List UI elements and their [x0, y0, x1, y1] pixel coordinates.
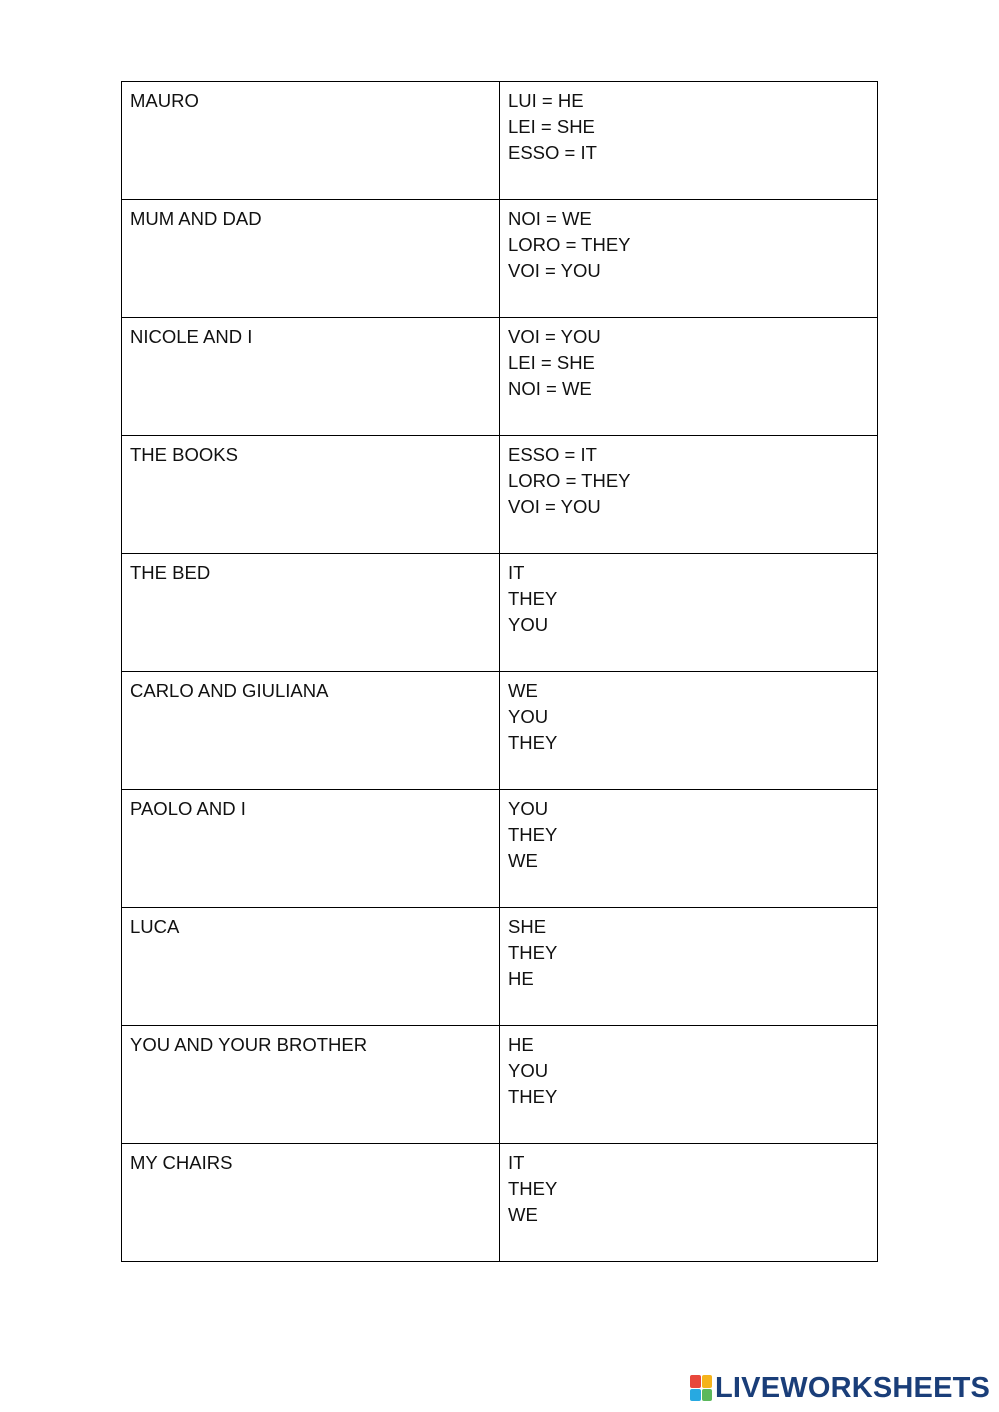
subject-cell	[122, 790, 500, 908]
pronoun-option[interactable]: THEY	[508, 824, 558, 845]
subject-cell	[122, 200, 500, 318]
pronoun-option[interactable]: VOI = YOU	[508, 326, 601, 347]
subject-text: LUCA	[130, 916, 180, 937]
pronoun-option[interactable]: LORO = THEY	[508, 470, 631, 491]
pronoun-option[interactable]: NOI = WE	[508, 208, 592, 229]
pronoun-option[interactable]: WE	[508, 680, 538, 701]
mark-tile	[690, 1375, 701, 1388]
pronoun-option[interactable]: WE	[508, 1204, 538, 1225]
subject-cell	[122, 908, 500, 1026]
pronoun-option[interactable]: LORO = THEY	[508, 234, 631, 255]
pronoun-option[interactable]: YOU	[508, 614, 549, 635]
pronoun-option[interactable]: YOU	[508, 1060, 549, 1081]
options-cell	[500, 436, 878, 554]
pronoun-option[interactable]: THEY	[508, 732, 558, 753]
pronoun-option[interactable]: VOI = YOU	[508, 260, 601, 281]
table-row	[122, 672, 878, 790]
subject-text: MAURO	[130, 90, 199, 111]
pronoun-option[interactable]: LEI = SHE	[508, 116, 595, 137]
options-cell	[500, 200, 878, 318]
table-row	[122, 318, 878, 436]
options-cell	[500, 554, 878, 672]
liveworksheets-logo	[690, 1372, 990, 1404]
table-row	[122, 554, 878, 672]
pronoun-option[interactable]: HE	[508, 1034, 534, 1055]
pronoun-option[interactable]: NOI = WE	[508, 378, 592, 399]
pronoun-option[interactable]: VOI = YOU	[508, 496, 601, 517]
mark-tile	[702, 1389, 713, 1402]
subject-text: NICOLE AND I	[130, 326, 253, 347]
pronoun-option[interactable]: HE	[508, 968, 534, 989]
pronoun-option[interactable]: IT	[508, 1152, 525, 1173]
pronoun-option[interactable]: YOU	[508, 798, 549, 819]
table-row	[122, 1144, 878, 1262]
pronoun-option[interactable]: YOU	[508, 706, 549, 727]
table-row	[122, 82, 878, 200]
subject-text: MUM AND DAD	[130, 208, 262, 229]
table-row	[122, 1026, 878, 1144]
subject-text: MY CHAIRS	[130, 1152, 233, 1173]
table-row	[122, 908, 878, 1026]
pronoun-option[interactable]: LUI = HE	[508, 90, 584, 111]
pronoun-table-body	[122, 82, 878, 1262]
pronoun-option[interactable]: THEY	[508, 1178, 558, 1199]
mark-tile	[702, 1375, 713, 1388]
pronoun-option[interactable]: LEI = SHE	[508, 352, 595, 373]
subject-cell	[122, 554, 500, 672]
subject-text: PAOLO AND I	[130, 798, 246, 819]
options-cell	[500, 1144, 878, 1262]
subject-cell	[122, 82, 500, 200]
subject-cell	[122, 1026, 500, 1144]
subject-cell	[122, 672, 500, 790]
mark-tile	[690, 1389, 701, 1402]
pronoun-option[interactable]: THEY	[508, 588, 558, 609]
pronoun-option[interactable]: WE	[508, 850, 538, 871]
pronoun-option[interactable]: THEY	[508, 942, 558, 963]
subject-cell	[122, 318, 500, 436]
subject-text: CARLO AND GIULIANA	[130, 680, 329, 701]
table-row	[122, 790, 878, 908]
table-row	[122, 436, 878, 554]
options-cell	[500, 318, 878, 436]
pronoun-option[interactable]: SHE	[508, 916, 547, 937]
brand-name: LIVEWORKSHEETS	[715, 1371, 991, 1404]
pronoun-option[interactable]: ESSO = IT	[508, 142, 597, 163]
pronoun-table	[121, 81, 878, 1262]
options-cell	[500, 672, 878, 790]
subject-text: THE BOOKS	[130, 444, 238, 465]
options-cell	[500, 908, 878, 1026]
options-cell	[500, 82, 878, 200]
pronoun-option[interactable]: ESSO = IT	[508, 444, 597, 465]
options-cell	[500, 790, 878, 908]
subject-cell	[122, 436, 500, 554]
subject-text: YOU AND YOUR BROTHER	[130, 1034, 368, 1055]
table-row	[122, 200, 878, 318]
subject-text: THE BED	[130, 562, 211, 583]
pronoun-option[interactable]: THEY	[508, 1086, 558, 1107]
pronoun-option[interactable]: IT	[508, 562, 525, 583]
subject-cell	[122, 1144, 500, 1262]
options-cell	[500, 1026, 878, 1144]
liveworksheets-mark-icon	[690, 1375, 712, 1401]
